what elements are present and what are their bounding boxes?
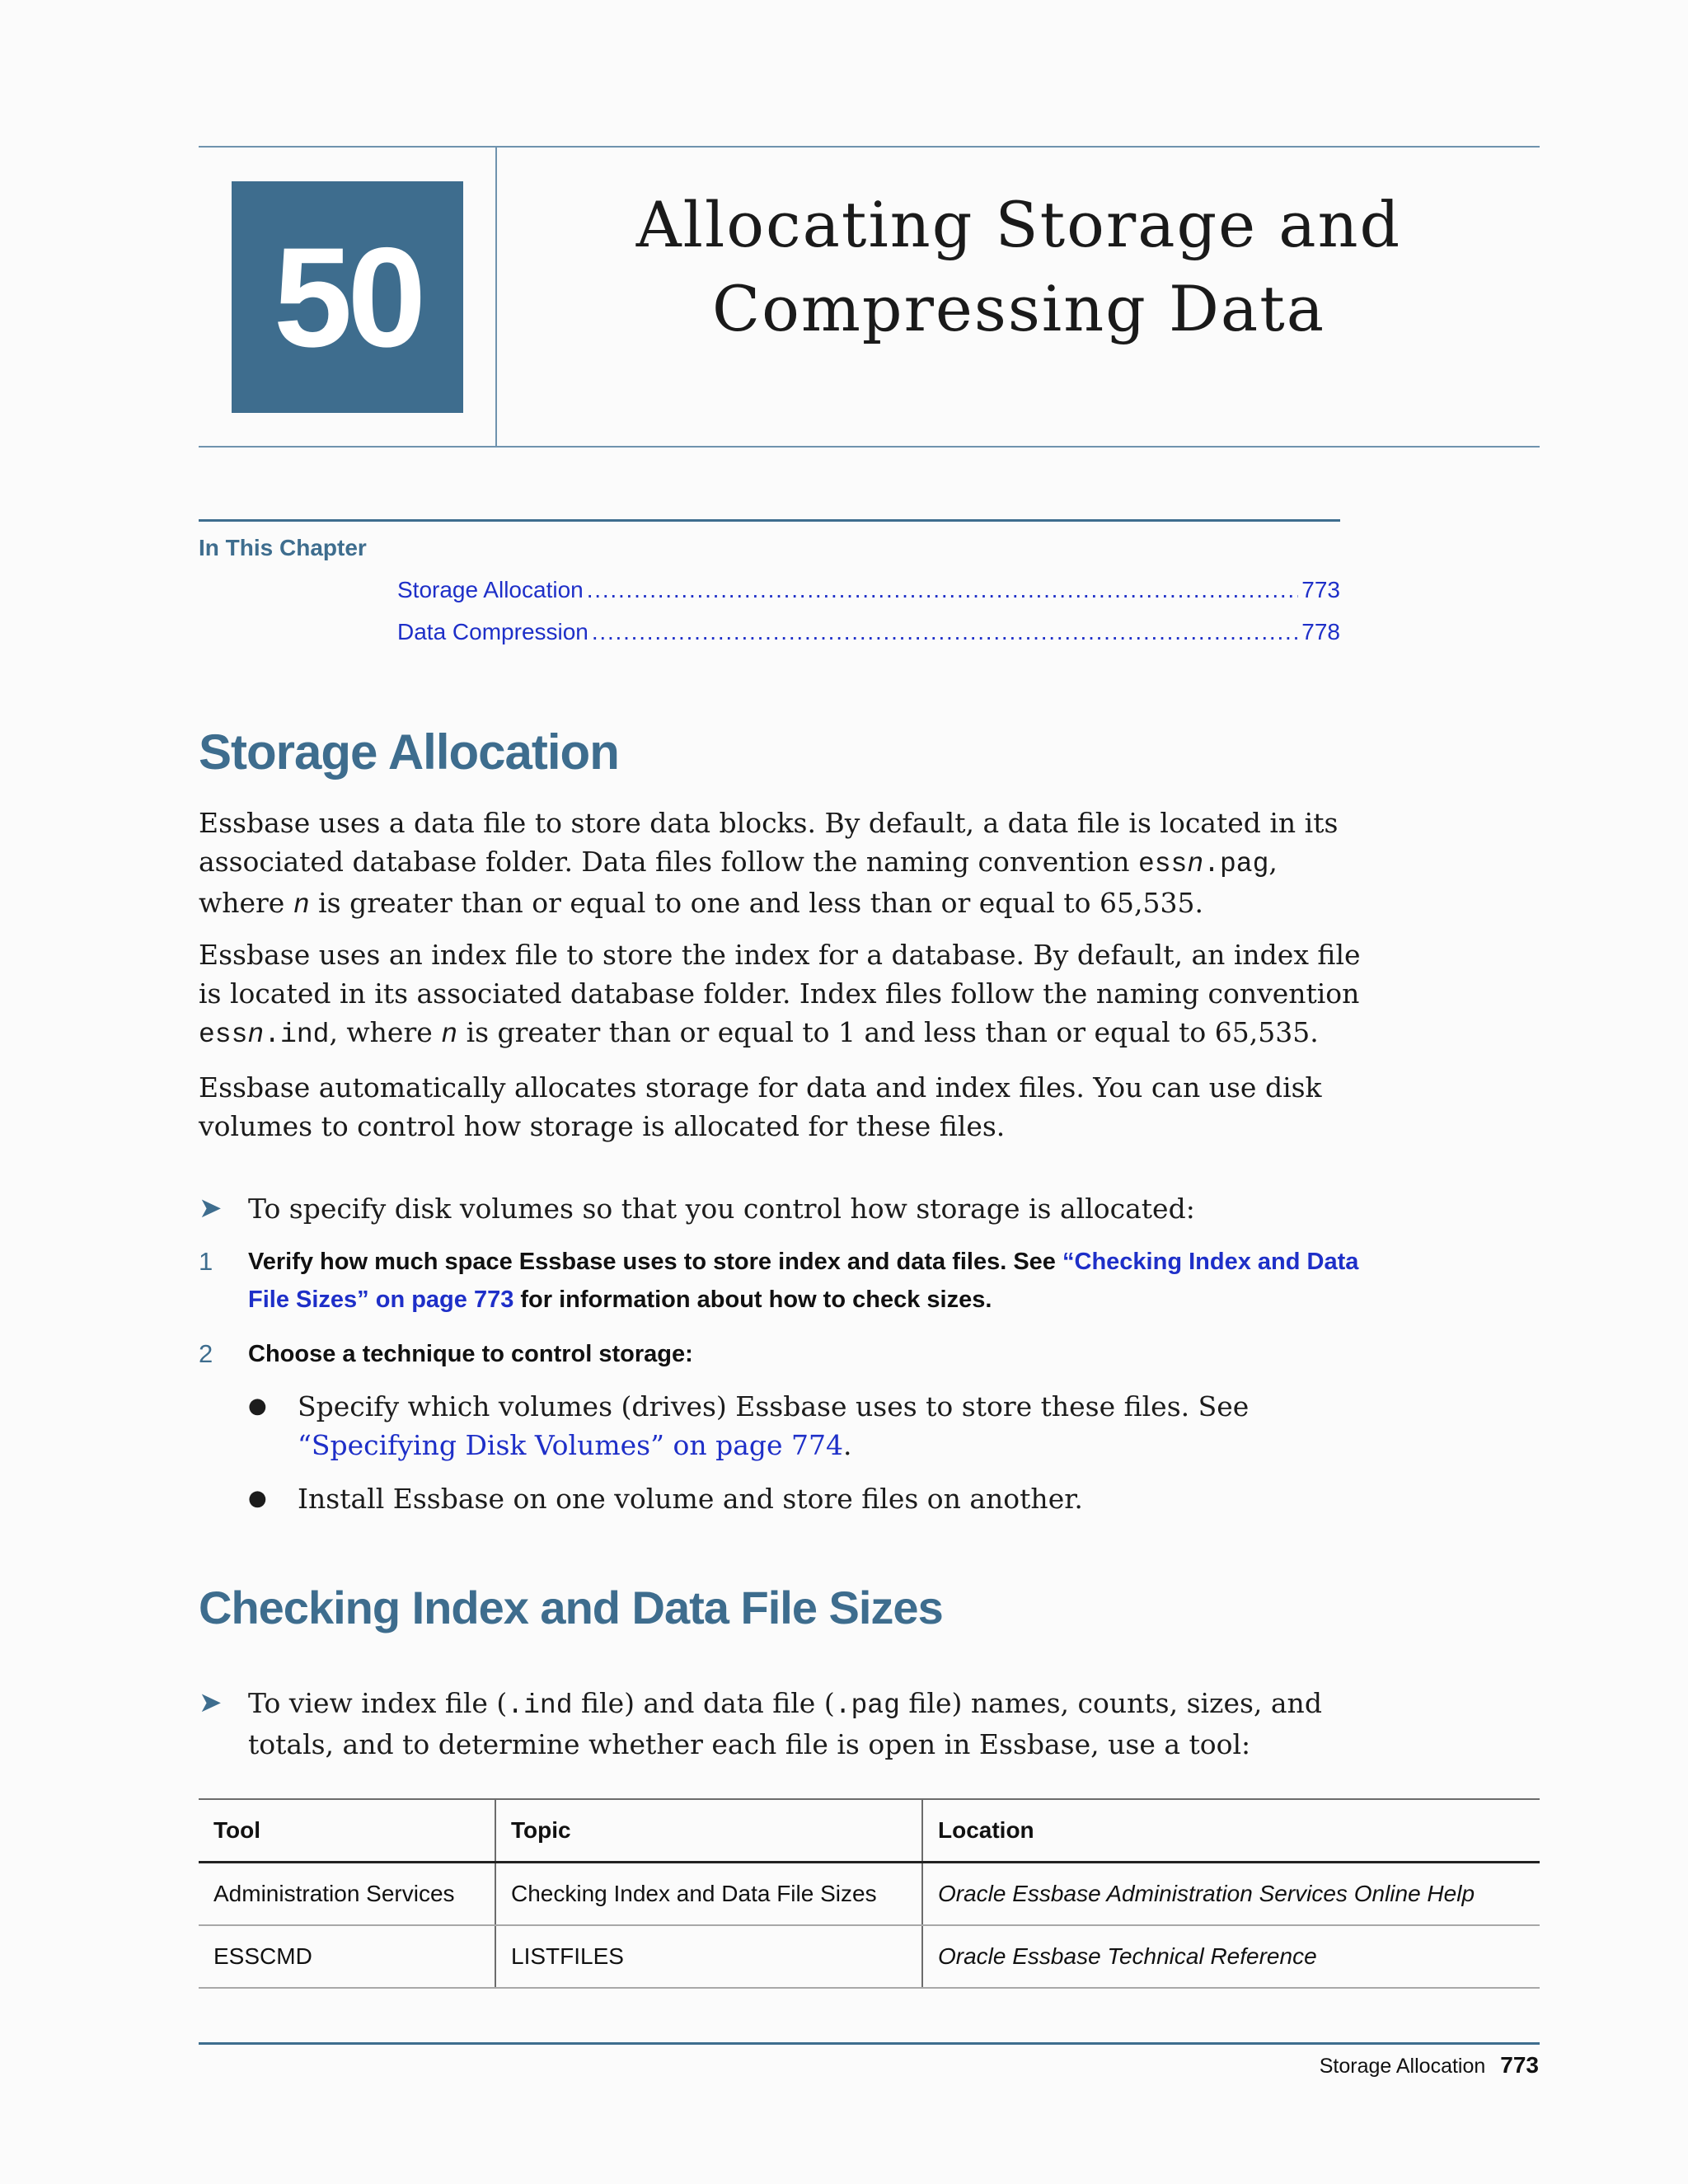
header-bottom-rule: [199, 446, 1540, 448]
code-variable: n: [1187, 849, 1204, 879]
code-run: .ind: [507, 1690, 573, 1721]
text-run: , where: [199, 846, 1278, 919]
column-header-location: Location: [922, 1799, 1540, 1863]
step-text: Choose a technique to control storage:: [248, 1341, 693, 1367]
table-cell: Checking Index and Data File Sizes: [495, 1863, 922, 1926]
text-run: Verify how much space Essbase uses to store index and data files. See: [248, 1249, 1062, 1275]
code-variable: n: [247, 1019, 265, 1050]
toc-item-page[interactable]: 773: [1301, 577, 1340, 602]
text-run: file) and data file (: [572, 1687, 835, 1719]
section-heading-storage-allocation: Storage Allocation: [199, 724, 619, 780]
column-header-tool: Tool: [199, 1799, 495, 1863]
step-1: [199, 1243, 1377, 1319]
section-heading-checking-sizes: Checking Index and Data File Sizes: [199, 1582, 943, 1633]
code-variable: n: [293, 890, 310, 921]
procedure-intro-text: To specify disk volumes so that you control how storage is allocated:: [248, 1193, 1195, 1225]
code-run: ess: [1137, 849, 1188, 879]
table-row: [199, 1863, 1540, 1926]
table-cell: ESSCMD: [199, 1925, 495, 1988]
text-run: is greater than or equal to one and less than or equal to 65,535.: [309, 887, 1203, 919]
procedure-intro: [199, 1189, 1377, 1228]
chapter-title-line1: Allocating Storage and: [635, 188, 1402, 261]
bullet-text: Install Essbase on one volume and store files on another.: [298, 1483, 1083, 1515]
table-header-row: [199, 1799, 1540, 1863]
step-number: 2: [199, 1339, 213, 1368]
tools-table: [199, 1798, 1540, 1989]
tool-intro: [199, 1684, 1377, 1764]
paragraph-data-file: [199, 804, 1369, 925]
toc-item-label[interactable]: Storage Allocation: [397, 577, 584, 602]
page-footer: [1320, 2052, 1539, 2079]
toc-heading: In This Chapter: [199, 535, 367, 560]
toc-item-label[interactable]: Data Compression: [397, 619, 588, 644]
chapter-title-line2: Compressing Data: [711, 272, 1326, 345]
table-cell: Oracle Essbase Technical Reference: [922, 1925, 1540, 1988]
text-run: Essbase uses a data file to store data blocks. By default, a data file is located in its associated database folder. Data files follow the naming convention: [199, 807, 1339, 878]
toc-leader-dots: [587, 577, 1299, 603]
table-cell: Administration Services: [199, 1863, 495, 1926]
bullet-dot-icon: ●: [248, 1394, 267, 1418]
code-run: .ind: [264, 1019, 330, 1050]
text-run: .: [843, 1429, 852, 1461]
text-run: file) names, counts, sizes, and totals, and to determine whether each file is open in Essbase, use a tool:: [248, 1687, 1322, 1760]
column-header-topic: Topic: [495, 1799, 922, 1863]
text-run: Specify which volumes (drives) Essbase uses to store these files. See: [298, 1390, 1250, 1422]
paragraph-index-file: [199, 935, 1369, 1054]
code-variable: n: [441, 1019, 458, 1050]
chapter-title: [498, 183, 1540, 351]
cross-reference-link[interactable]: “Specifying Disk Volumes” on page 774: [298, 1429, 844, 1461]
footer-section-name: Storage Allocation: [1319, 2055, 1486, 2078]
table-cell: Oracle Essbase Administration Services Online Help: [922, 1863, 1540, 1926]
code-run: .pag: [834, 1690, 900, 1721]
code-run: .pag: [1203, 849, 1269, 879]
footer-page-number: 773: [1500, 2052, 1539, 2078]
toc-item-storage-allocation[interactable]: [397, 577, 1340, 603]
cross-reference-link[interactable]: “Checking Index and Data File Sizes” on page 773: [248, 1249, 1359, 1313]
arrow-right-icon: ➤: [199, 1686, 223, 1719]
code-run: ess: [199, 1019, 248, 1050]
arrow-right-icon: ➤: [199, 1192, 223, 1225]
step-2: [199, 1335, 1377, 1373]
step-number: 1: [199, 1247, 213, 1276]
toc-top-rule: [199, 519, 1340, 522]
paragraph-allocation: Essbase automatically allocates storage for data and index files. You can use disk volumes to control how storage is allocated for these files.: [199, 1071, 1322, 1142]
tool-intro-text: [248, 1684, 1377, 1764]
toc-item-data-compression[interactable]: [397, 619, 1340, 645]
table-cell: LISTFILES: [495, 1925, 922, 1988]
chapter-number-box: [232, 181, 463, 413]
step-text: [248, 1243, 1377, 1319]
code-filename: [199, 1019, 329, 1050]
header-top-rule: [199, 146, 1540, 148]
bullet-dot-icon: ●: [248, 1486, 267, 1511]
table-row: [199, 1925, 1540, 1988]
text-run: for information about how to check sizes.: [513, 1286, 992, 1313]
text-run: is greater than or equal to 1 and less than or equal to 65,535.: [457, 1016, 1319, 1048]
header-divider: [495, 146, 497, 448]
footer-rule: [199, 2042, 1540, 2045]
text-run: , where: [329, 1016, 442, 1048]
toc-item-page[interactable]: 778: [1301, 619, 1340, 644]
text-run: Essbase uses an index file to store the index for a database. By default, an index file is located in its associated database folder. Index files follow the naming convention: [199, 939, 1361, 1010]
bullet-text: [298, 1387, 1377, 1465]
bullet-item-1: [248, 1387, 1377, 1465]
bullet-item-2: [248, 1479, 1377, 1518]
code-filename: [1138, 849, 1268, 879]
toc-leader-dots: [592, 619, 1298, 645]
text-run: To view index file (: [248, 1687, 508, 1719]
chapter-number: 50: [273, 218, 422, 377]
